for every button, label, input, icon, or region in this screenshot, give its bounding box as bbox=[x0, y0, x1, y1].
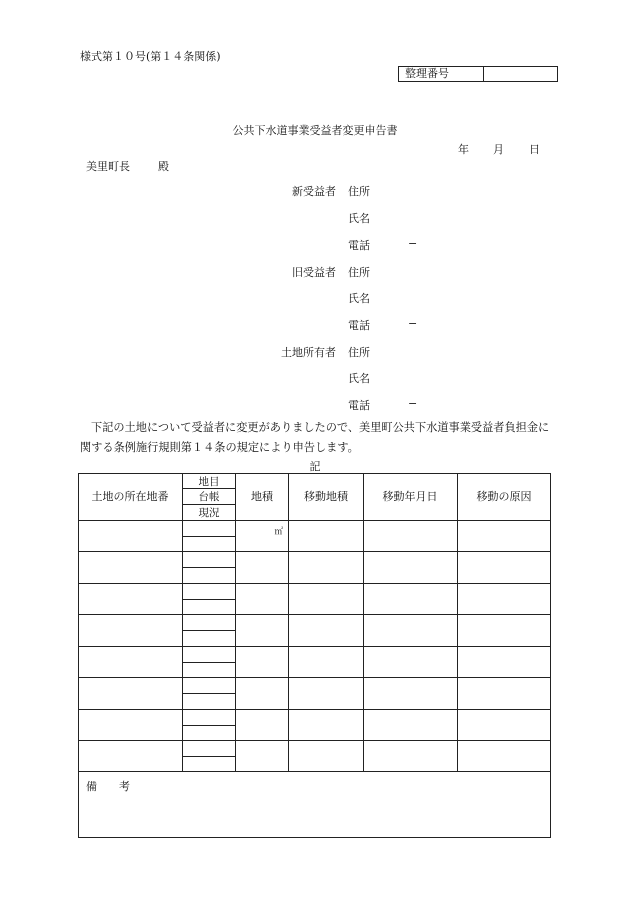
declaration-text: 下記の土地について受益者に変更がありましたので、美里町公共下水道事業受益者負担金に関する条例施行規則第１４条の規定により申告します。 bbox=[80, 421, 550, 454]
land-owner-address-label: 住所 bbox=[348, 346, 370, 359]
header-moved-area: 移動地積 bbox=[304, 490, 348, 503]
addressee bbox=[86, 158, 169, 174]
new-beneficiary-name-label: 氏名 bbox=[348, 212, 370, 225]
land-owner-label: 土地所有者 bbox=[281, 346, 336, 359]
header-category-1: 地目 bbox=[198, 476, 220, 488]
new-beneficiary-label: 新受益者 bbox=[292, 185, 336, 198]
header-reason: 移動の原因 bbox=[476, 490, 532, 503]
old-beneficiary-label: 旧受益者 bbox=[292, 266, 336, 279]
land-change-table bbox=[78, 473, 551, 838]
reference-number-field[interactable] bbox=[484, 67, 557, 81]
land-owner-phone-label: 電話 bbox=[348, 399, 370, 412]
area-unit: ㎡ bbox=[274, 527, 283, 537]
old-beneficiary-phone-dash: − bbox=[408, 317, 418, 330]
document-title: 公共下水道事業受益者変更申告書 bbox=[232, 124, 398, 137]
ki-heading: 記 bbox=[309, 460, 321, 473]
land-owner-phone-dash: − bbox=[408, 397, 418, 410]
date-month-label: 月 bbox=[493, 143, 504, 156]
table-grid bbox=[79, 474, 551, 838]
addressee-honorific: 殿 bbox=[158, 160, 169, 173]
reference-number-label: 整理番号 bbox=[399, 67, 484, 81]
old-beneficiary-phone-label: 電話 bbox=[348, 319, 370, 332]
date-day-label: 日 bbox=[529, 143, 540, 156]
header-category-2: 台帳 bbox=[198, 491, 220, 503]
old-beneficiary-address-label: 住所 bbox=[348, 266, 370, 279]
remarks-label: 備 考 bbox=[86, 780, 130, 793]
header-area: 地積 bbox=[251, 490, 273, 503]
addressee-name: 美里町長 bbox=[86, 160, 130, 173]
form-code: 様式第１０号(第１４条関係) bbox=[80, 50, 221, 63]
new-beneficiary-phone-label: 電話 bbox=[348, 239, 370, 252]
reference-number-box bbox=[398, 66, 558, 82]
old-beneficiary-name-label: 氏名 bbox=[348, 292, 370, 305]
header-location: 土地の所在地番 bbox=[91, 490, 169, 503]
land-owner-name-label: 氏名 bbox=[348, 372, 370, 385]
header-category-3: 現況 bbox=[198, 507, 220, 519]
date-year-label: 年 bbox=[458, 143, 469, 156]
header-moved-date: 移動年月日 bbox=[382, 490, 438, 503]
new-beneficiary-phone-dash: − bbox=[408, 237, 418, 250]
new-beneficiary-address-label: 住所 bbox=[348, 185, 370, 198]
